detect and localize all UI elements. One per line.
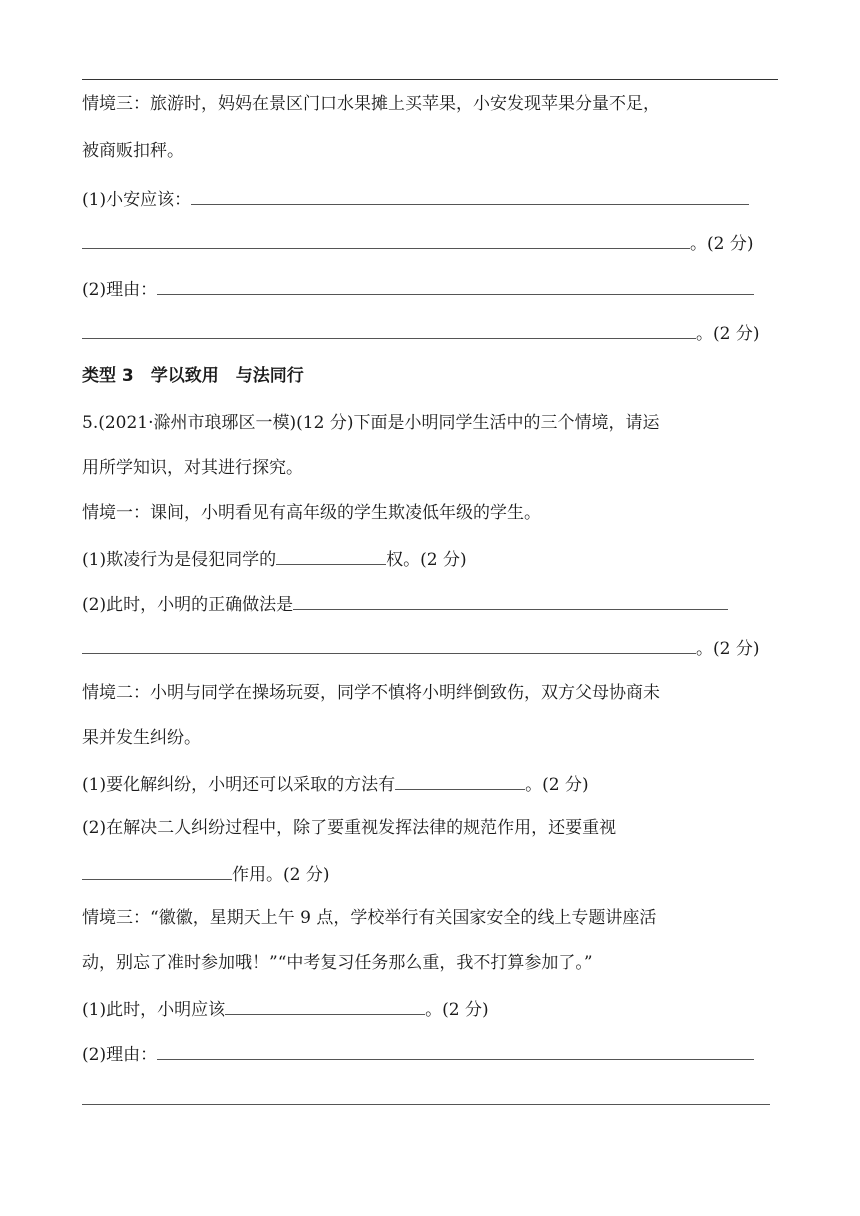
scenario-1-text: 情境一：课间，小明看见有高年级的学生欺凌低年级的学生。 [82, 503, 541, 523]
score-note: 。(2 分) [690, 234, 754, 254]
section-heading: 类型 3 学以致用 与法同行 [82, 366, 304, 386]
scenario-1-question-2 [82, 591, 778, 617]
score-note: 。(2 分) [696, 324, 760, 344]
scenario-2-text-line-2: 果并发生纠纷。 [82, 728, 201, 748]
question-text: (1)要化解纠纷，小明还可以采取的方法有 [82, 775, 396, 795]
answer-blank[interactable] [82, 320, 696, 339]
question-5-stem-line-1: 5.(2021·滁州市琅琊区一模)(12 分)下面是小明同学生活中的三个情境，请运 [82, 413, 660, 433]
question-text: (2)理由： [82, 1045, 158, 1065]
scenario-3-dialogue-line-2: 动，别忘了准时参加哦！”“中考复习任务那么重，我不打算参加了。” [82, 953, 593, 973]
answer-blank[interactable] [225, 996, 425, 1015]
question-1-label: (1)小安应该： [82, 190, 192, 210]
question-2-label: (2)理由： [82, 280, 158, 300]
scenario-1-question-1 [82, 546, 778, 572]
scenario-2-question-2: (2)在解决二人纠纷过程中，除了要重视发挥法律的规范作用，还要重视 [82, 818, 617, 838]
question-1-continuation [82, 230, 778, 256]
scenario-3-question-2 [82, 1041, 778, 1067]
answer-blank[interactable] [191, 186, 749, 205]
answer-blank[interactable] [82, 230, 690, 249]
answer-blank[interactable] [157, 276, 754, 295]
question-1-row [82, 186, 778, 212]
answer-blank[interactable] [293, 591, 728, 610]
score-note: 。(2 分) [696, 639, 760, 659]
question-5-stem-line-2: 用所学知识，对其进行探究。 [82, 458, 303, 478]
question-text: (1)欺凌行为是侵犯同学的 [82, 550, 277, 570]
question-text: 权。(2 分) [386, 550, 467, 570]
answer-blank[interactable] [82, 1104, 770, 1105]
scenario-1-question-2-continuation [82, 635, 778, 661]
scenario-2-question-2-continuation [82, 861, 778, 887]
question-text: (2)此时，小明的正确做法是 [82, 595, 294, 615]
scenario-2-question-1 [82, 771, 778, 797]
question-2-row [82, 276, 778, 302]
scenario-3-dialogue-line-1: 情境三：“徽徽，星期天上午 9 点，学校举行有关国家安全的线上专题讲座活 [82, 908, 657, 928]
scenario-2-text-line-1: 情境二：小明与同学在操场玩耍，同学不慎将小明绊倒致伤，双方父母协商未 [82, 683, 660, 703]
scenario-3-question-1 [82, 996, 778, 1022]
scenario-3-text-line-2: 被商贩扣秤。 [82, 141, 184, 161]
top-divider [82, 79, 778, 80]
answer-blank[interactable] [395, 771, 525, 790]
answer-blank[interactable] [82, 861, 232, 880]
question-text: (1)此时，小明应该 [82, 1000, 226, 1020]
scenario-3-text-line-1: 情境三：旅游时，妈妈在景区门口水果摊上买苹果，小安发现苹果分量不足， [82, 94, 660, 114]
answer-blank[interactable] [82, 635, 696, 654]
answer-blank[interactable] [157, 1041, 754, 1060]
question-text: 作用。(2 分) [232, 865, 330, 885]
score-note: 。(2 分) [525, 775, 589, 795]
score-note: 。(2 分) [425, 1000, 489, 1020]
answer-blank[interactable] [276, 546, 386, 565]
question-2-continuation [82, 320, 778, 346]
